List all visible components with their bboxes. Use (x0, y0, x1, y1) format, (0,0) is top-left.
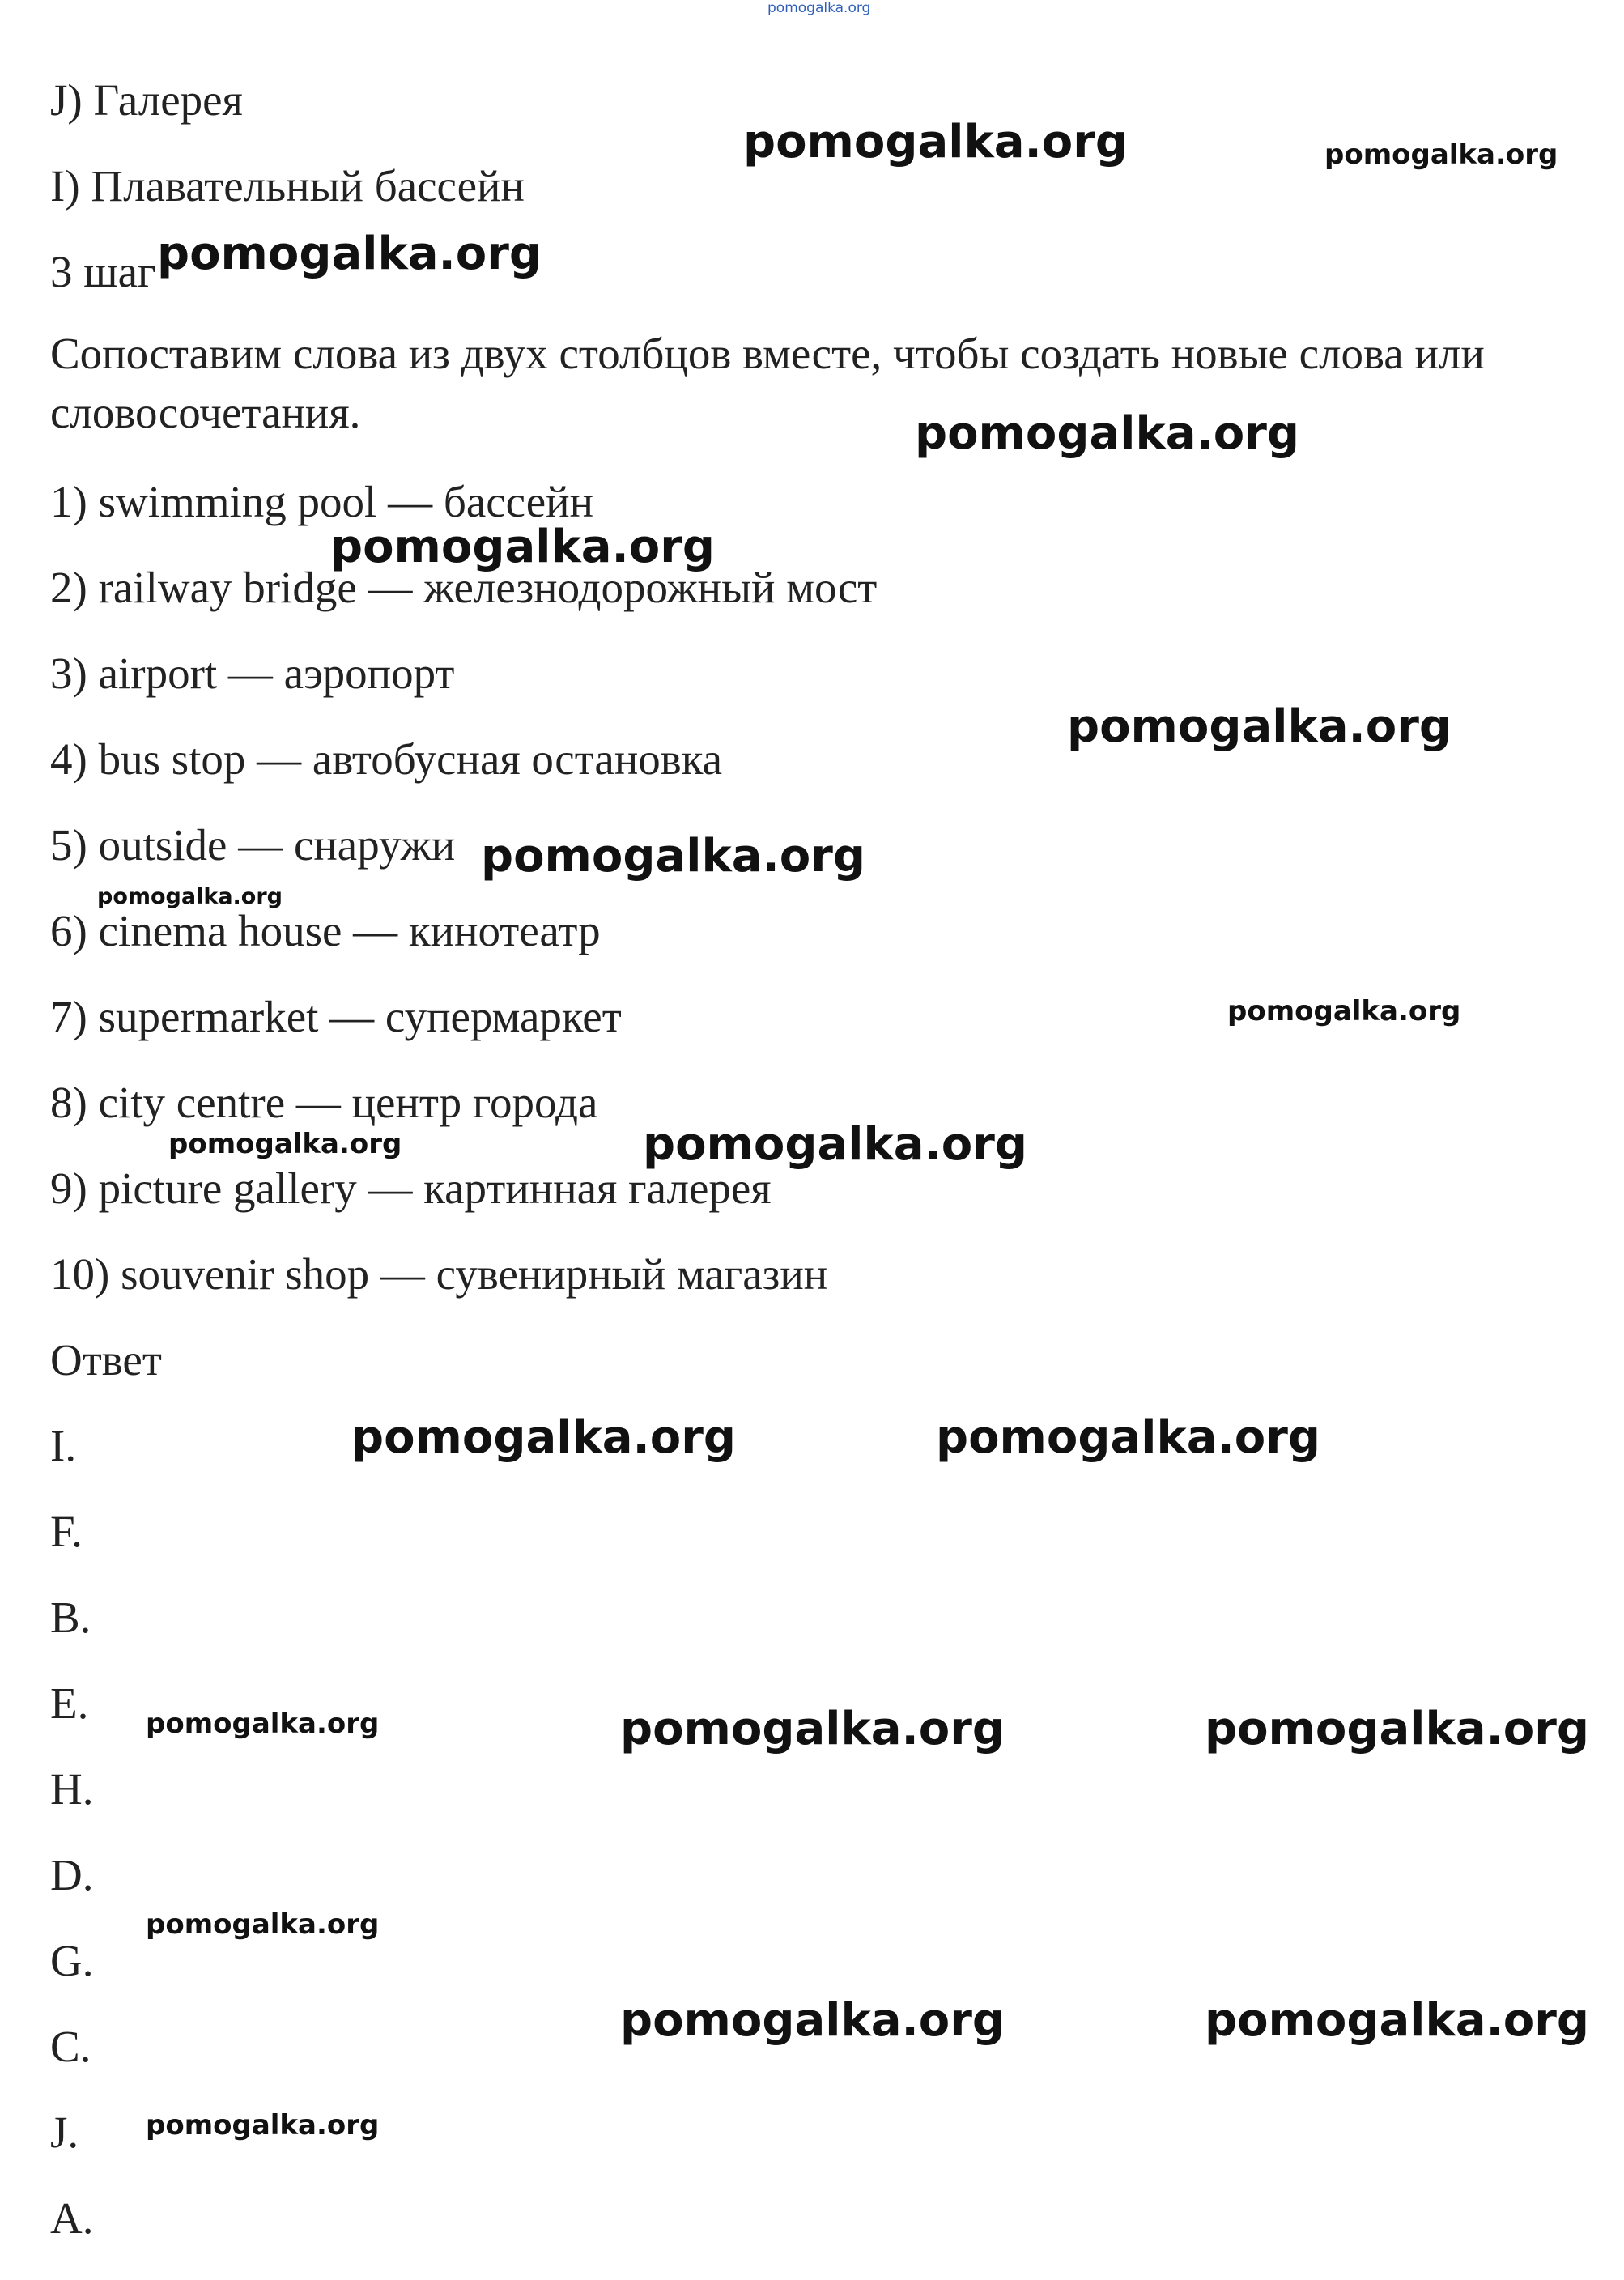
watermark-text: pomogalka.org (1227, 995, 1461, 1027)
pair-item: 8) city centre — центр города (50, 1078, 598, 1127)
answer-item: H. (50, 1764, 94, 1814)
instruction-text: Сопоставим слова из двух столбцов вместе, чтобы создать новые слова или словосочетания. (50, 329, 1485, 437)
watermark-text: pomogalka.org (146, 1908, 380, 1941)
pair-item: 1) swimming pool — бассейн (50, 477, 594, 526)
answer-item: J. (50, 2108, 79, 2157)
watermark-text: pomogalka.org (146, 2109, 380, 2142)
answer-item: G. (50, 1936, 94, 1985)
pair-item: 3) airport — аэропорт (50, 649, 455, 698)
pair-item: 4) bus stop — автобусная остановка (50, 734, 723, 784)
answer-item: A. (50, 2193, 94, 2243)
watermark-text: pomogalka.org (1067, 700, 1452, 753)
watermark-text: pomogalka.org (620, 1994, 1005, 2047)
step-title: 3 шаг (50, 247, 156, 296)
pair-item: 6) cinema house — кинотеатр (50, 906, 601, 955)
answer-item: D. (50, 1850, 94, 1899)
answer-item: F. (50, 1507, 83, 1556)
watermark-text: pomogalka.org (481, 830, 865, 883)
answer-item: E. (50, 1678, 89, 1728)
watermark-text: pomogalka.org (1205, 1994, 1589, 2047)
answer-title: Ответ (50, 1335, 162, 1385)
watermark-text: pomogalka.org (643, 1118, 1027, 1171)
watermark-text: pomogalka.org (1324, 138, 1558, 171)
pair-item: 9) picture gallery — картинная галерея (50, 1163, 772, 1213)
watermark-text: pomogalka.org (915, 407, 1299, 460)
pair-item: 7) supermarket — супермаркет (50, 992, 622, 1041)
watermark-text: pomogalka.org (157, 228, 542, 280)
pair-item: 2) railway bridge — железнодорожный мост (50, 563, 878, 612)
answer-item: B. (50, 1593, 91, 1642)
watermark-text: pomogalka.org (351, 1411, 736, 1464)
top-item-i: I) Плавательный бассейн (50, 161, 525, 211)
watermark-text: pomogalka.org (146, 1708, 380, 1740)
top-item-j: J) Галерея (50, 75, 243, 125)
watermark-text: pomogalka.org (330, 521, 715, 573)
watermark-text: pomogalka.org (97, 884, 283, 909)
watermark-text: pomogalka.org (168, 1128, 402, 1160)
watermark-text: pomogalka.org (743, 116, 1128, 168)
answer-item: C. (50, 2022, 91, 2071)
pair-item: 5) outside — снаружи (50, 820, 456, 870)
watermark-text: pomogalka.org (1205, 1703, 1589, 1755)
watermark-text: pomogalka.org (936, 1411, 1320, 1464)
pair-item: 10) souvenir shop — сувенирный магазин (50, 1249, 828, 1299)
watermark-text: pomogalka.org (767, 0, 871, 16)
answer-item: I. (50, 1421, 77, 1470)
watermark-text: pomogalka.org (620, 1703, 1005, 1755)
